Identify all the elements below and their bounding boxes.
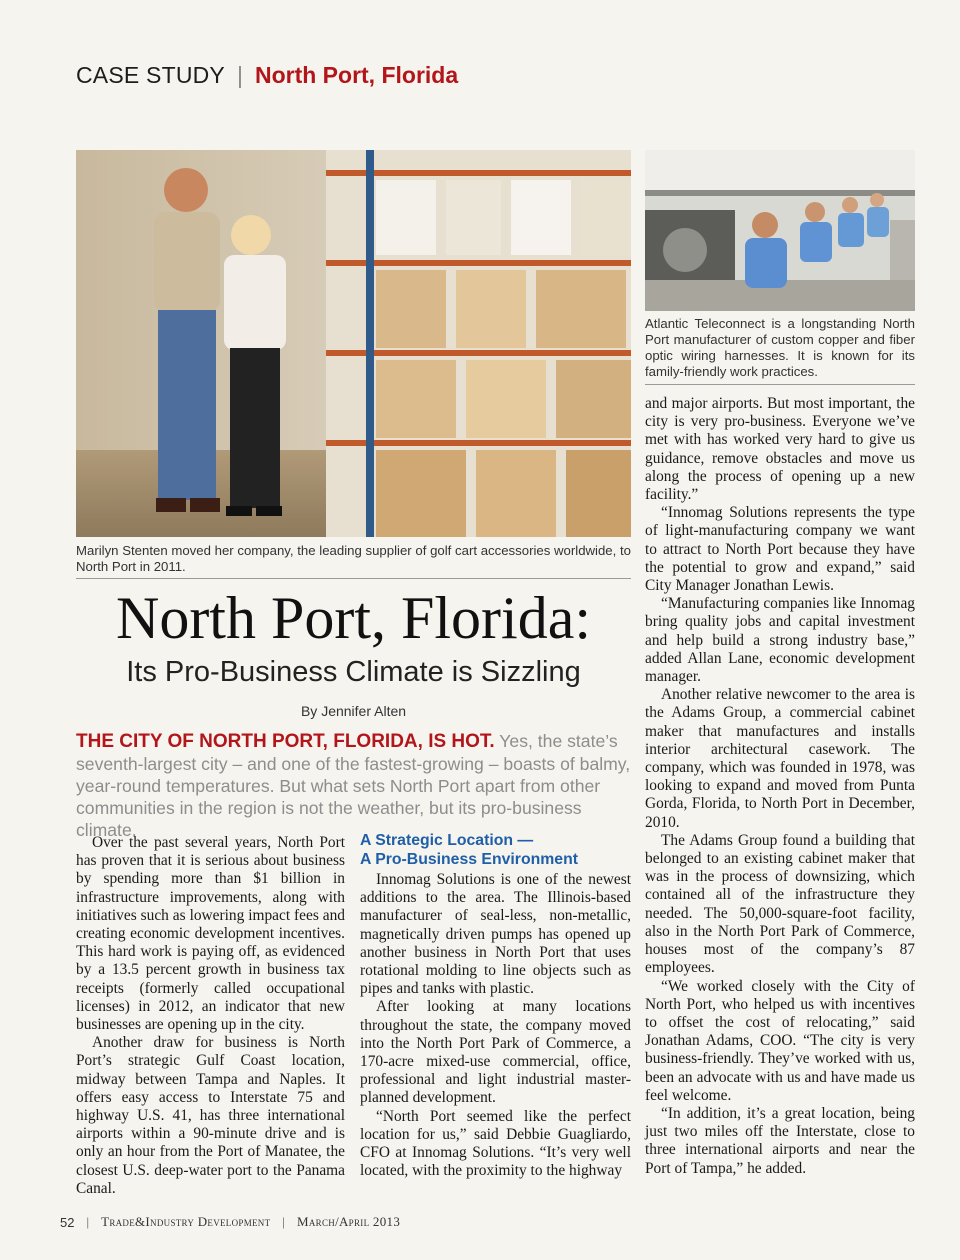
subhead-line-1: A Strategic Location — xyxy=(360,832,534,849)
side-caption-divider xyxy=(645,384,915,385)
paragraph: Another draw for business is North Port’s strategic Gulf Coast location, midway between Tampa and Naples. It offers easy access to Interstate 75 and highway U.S. 41, has three international airports within a 90-minute drive and is only an hour from the Port of Manatee, the closest U.S. deep-water port to the Panama Canal. xyxy=(76,1034,345,1197)
man-figure xyxy=(154,168,220,512)
factory-photo xyxy=(645,150,915,311)
article-title: North Port, Florida: xyxy=(116,585,591,651)
subhead-line-2: A Pro-Business Environment xyxy=(360,850,578,868)
body-column-3 xyxy=(645,395,915,1178)
issue-date: March/April 2013 xyxy=(297,1214,401,1229)
main-caption-divider xyxy=(76,578,631,579)
paragraph: Another relative newcomer to the area is the Adams Group, a commercial cabinet maker that manufactures and installs interior architectural casework. The company, which was founded in 1978, was looking to expand and moved from Punta Gorda, Florida, to North Port in December, 2010. xyxy=(645,686,915,831)
paragraph: “We worked closely with the City of North Port, who helped us with incentives to offset the cost of relocating,” said Jonathan Adams, COO. “The city is very business-friendly. They’ve worked with us, been an advocate with us and have made us feel welcome. xyxy=(645,977,915,1104)
paragraph: Innomag Solutions is one of the newest additions to the area. The Illinois-based manufacturer of seal-less, non-metallic, magnetically driven pumps has opened up another business in North Port that uses rotational molding to line objects such as pipes and tanks with plastic. xyxy=(360,871,631,998)
warehouse-photo-caption: Marilyn Stenten moved her company, the leading supplier of golf cart accessories worldwide, to North Port in 2011. xyxy=(76,543,631,574)
woman-figure xyxy=(224,215,286,516)
article-lead xyxy=(76,730,632,841)
footer-divider: | xyxy=(282,1214,286,1229)
lead-text: Yes, the state’s seventh-largest city – and one of the fastest-growing – boasts of balmy, year-round temperatures. But what sets North Port apart from other communities in the region is not the weather, but its pro-business climate. xyxy=(76,731,631,840)
footer-divider: | xyxy=(86,1214,90,1229)
section-subhead xyxy=(360,832,631,869)
paragraph: “In addition, it’s a great location, being just two miles off the Interstate, close to three international airports and near the Port of Tampa,” he added. xyxy=(645,1104,915,1177)
header-place: North Port, Florida xyxy=(254,61,459,88)
header-divider: | xyxy=(236,61,243,88)
paragraph: Over the past several years, North Port has proven that it is serious about business by spending more than $1 billion in infrastructure improvements, along with initiatives such as lowering impact fees and creating economic development incentives. This hard work is paying off, as evidenced by a 13.5 percent growth in business tax receipts (formerly called occupational licenses) in 2012, an indicator that new businesses are opening up in the city. xyxy=(76,834,345,1034)
article-byline: By Jennifer Alten xyxy=(300,703,407,719)
paragraph: “Manufacturing companies like Innomag bring quality jobs and capital investment and help build a strong industry base,” added Allan Lane, economic development manager. xyxy=(645,595,915,686)
paragraph: and major airports. But most important, the city is very pro-business. Everyone we’ve met with has worked very hard to give us guidance, remove obstacles and move us along the process of opening up a new facility.” xyxy=(645,395,915,504)
page-number: 52 xyxy=(60,1214,75,1230)
page-footer xyxy=(60,1214,400,1230)
paragraph: The Adams Group found a building that belonged to an existing cabinet maker that was in the process of downsizing, which contained all of the infrastructure they needed. The 50,000-square-foot facility, also in the North Port Park of Commerce, houses most of the company’s 87 employees. xyxy=(645,831,915,977)
article-subtitle: Its Pro-Business Climate is Sizzling xyxy=(126,656,581,688)
body-column-1 xyxy=(76,834,345,1198)
section-header xyxy=(76,58,458,92)
factory-illustration xyxy=(645,150,915,311)
paragraph: “Innomag Solutions represents the type of light-manufacturing company we want to attract to North Port because they have the potential to grow and expand,” said City Manager Jonathan Lewis. xyxy=(645,504,915,595)
publication-name: Trade&Industry Development xyxy=(101,1214,271,1229)
paragraph: After looking at many locations throughout the state, the company moved into the North Port Park of Commerce, a 170-acre mixed-use commercial, office, professional and light industrial master-planned development. xyxy=(360,998,631,1107)
lead-kicker: THE CITY OF NORTH PORT, FLORIDA, IS HOT. xyxy=(76,731,495,752)
factory-photo-caption: Atlantic Teleconnect is a longstanding North Port manufacturer of custom copper and fiber optic wiring harnesses. It is known for its family-friendly work practices. xyxy=(645,316,915,379)
body-column-2 xyxy=(360,832,631,1180)
section-label: CASE STUDY xyxy=(76,61,225,88)
paragraph: “North Port seemed like the perfect location for us,” said Debbie Guagliardo, CFO at Innomag Solutions. “It’s very well located, with the proximity to the highway xyxy=(360,1107,631,1180)
warehouse-photo xyxy=(76,150,631,537)
warehouse-illustration xyxy=(76,150,631,537)
